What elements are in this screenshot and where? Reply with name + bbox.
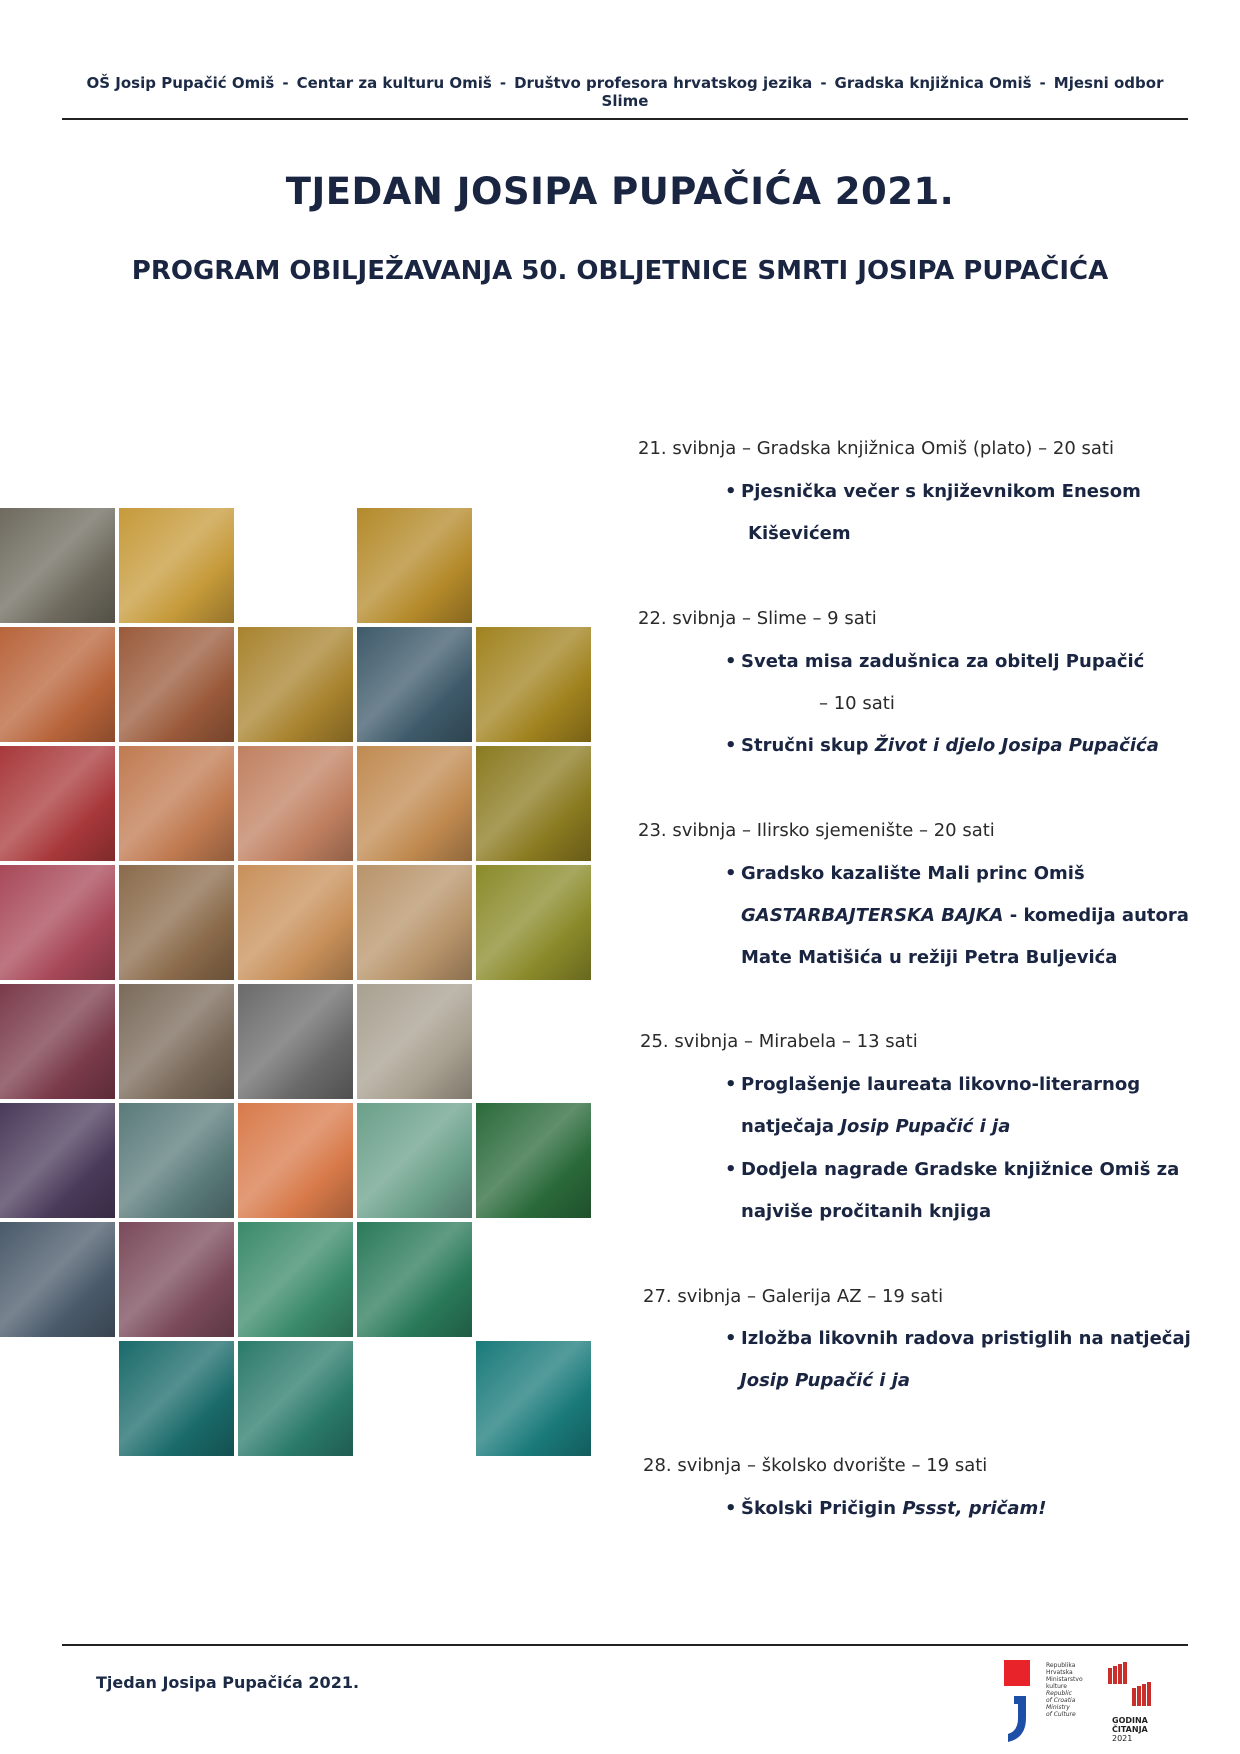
mosaic-tile bbox=[119, 627, 234, 742]
header-organizations bbox=[62, 74, 1188, 110]
footer-text: Tjedan Josipa Pupačića 2021. bbox=[96, 1673, 360, 1692]
event-item-cont: Mate Matišića u režiji Petra Buljevića bbox=[741, 947, 1118, 968]
event-item-text: Proglašenje laureata likovno-literarnog bbox=[741, 1074, 1141, 1095]
footer-divider bbox=[62, 1644, 1188, 1646]
ministry-line: Hrvatska bbox=[1046, 1669, 1073, 1676]
event-item-text: natječaja bbox=[741, 1116, 841, 1137]
event-item-cont bbox=[741, 895, 1189, 937]
mosaic-tile bbox=[119, 508, 234, 623]
mosaic-tile bbox=[119, 1222, 234, 1337]
event-item-title: Pssst, pričam! bbox=[902, 1498, 1047, 1519]
org-local-committee: Mjesni odbor Slime bbox=[601, 74, 1164, 110]
event-item-cont: Kiševićem bbox=[748, 523, 851, 544]
event-item bbox=[725, 725, 1159, 767]
org-school: OŠ Josip Pupačić Omiš bbox=[86, 74, 275, 92]
separator: - bbox=[1039, 74, 1046, 92]
reading-year-line: 2021 bbox=[1112, 1734, 1133, 1743]
mosaic-tile bbox=[238, 984, 353, 1099]
org-teachers-society: Društvo profesora hrvatskog jezika bbox=[514, 74, 813, 92]
event-item bbox=[725, 1318, 1191, 1360]
ministry-line: Ministry bbox=[1046, 1704, 1070, 1711]
event-item-text: Sveta misa zadušnica za obitelj Pupačić bbox=[741, 651, 1145, 672]
page-title: TJEDAN JOSIPA PUPAČIĆA 2021. bbox=[285, 170, 955, 213]
event-item-text: Pjesnička večer s književnikom Enesom bbox=[741, 481, 1141, 502]
event-date: 27. svibnja – Galerija AZ – 19 sati bbox=[643, 1286, 944, 1307]
mosaic-tile bbox=[0, 984, 115, 1099]
mosaic-tile bbox=[476, 746, 591, 861]
event-date: 28. svibnja – školsko dvorište – 19 sati bbox=[643, 1455, 988, 1476]
bullet: • bbox=[725, 1159, 737, 1180]
mosaic-tile bbox=[476, 1103, 591, 1218]
reading-year-line: GODINA bbox=[1112, 1716, 1148, 1725]
play-title: GASTARBAJTERSKA BAJKA bbox=[741, 905, 1004, 926]
event-item bbox=[725, 1064, 1141, 1106]
event-item-text: Stručni skup bbox=[741, 735, 875, 756]
mosaic-tile bbox=[119, 1341, 234, 1456]
ministry-line: of Culture bbox=[1046, 1711, 1076, 1718]
org-library: Gradska knjižnica Omiš bbox=[834, 74, 1032, 92]
reading-year-text bbox=[1112, 1716, 1148, 1743]
ministry-line: Republic bbox=[1046, 1690, 1072, 1697]
event-item bbox=[725, 641, 1145, 683]
mosaic-tile bbox=[238, 1341, 353, 1456]
event-item-text: - komedija autora bbox=[1003, 905, 1189, 926]
event-item-text: Izložba likovnih radova pristiglih na natječaj bbox=[741, 1328, 1191, 1349]
event-item bbox=[725, 1149, 1180, 1191]
header-divider bbox=[62, 118, 1188, 120]
mosaic-tile bbox=[0, 627, 115, 742]
event-item-text: Školski Pričigin bbox=[741, 1498, 903, 1519]
mosaic-tile bbox=[357, 865, 472, 980]
mosaic-tile bbox=[357, 1222, 472, 1337]
mosaic-tile bbox=[238, 1103, 353, 1218]
event-item-text: Dodjela nagrade Gradske knjižnice Omiš za bbox=[741, 1159, 1180, 1180]
event-date: 25. svibnja – Mirabela – 13 sati bbox=[640, 1031, 918, 1052]
bullet: • bbox=[725, 735, 737, 756]
separator: - bbox=[820, 74, 827, 92]
event-item-cont bbox=[741, 1106, 1010, 1148]
ministry-line: of Croatia bbox=[1046, 1697, 1076, 1704]
mosaic-tile bbox=[119, 865, 234, 980]
reading-year-line: ČITANJA bbox=[1112, 1725, 1148, 1734]
mosaic-tile bbox=[238, 1222, 353, 1337]
event-item-cont bbox=[740, 1360, 910, 1402]
ministry-line: Ministarstvo bbox=[1046, 1676, 1083, 1683]
event-date: 21. svibnja – Gradska knjižnica Omiš (plato) – 20 sati bbox=[638, 438, 1114, 459]
page-subtitle: PROGRAM OBILJEŽAVANJA 50. OBLJETNICE SMRTI JOSIPA PUPAČIĆA bbox=[131, 256, 1109, 286]
mosaic-tile bbox=[238, 865, 353, 980]
event-item-cont: najviše pročitanih knjiga bbox=[741, 1201, 992, 1222]
mosaic-tile bbox=[357, 508, 472, 623]
bullet: • bbox=[725, 863, 737, 884]
separator: - bbox=[282, 74, 289, 92]
event-item-title: Život i djelo Josipa Pupačića bbox=[874, 735, 1159, 756]
event-item bbox=[725, 853, 1085, 895]
event-item-text: Gradsko kazalište Mali princ Omiš bbox=[741, 863, 1085, 884]
footer-logos bbox=[1004, 1658, 1184, 1754]
bullet: • bbox=[725, 1328, 737, 1349]
mosaic-tile bbox=[0, 865, 115, 980]
mosaic-tile bbox=[238, 627, 353, 742]
mosaic-tile bbox=[119, 1103, 234, 1218]
mosaic-tile bbox=[0, 1103, 115, 1218]
event-item-title: Josip Pupačić i ja bbox=[740, 1370, 911, 1391]
mosaic-tile bbox=[357, 627, 472, 742]
ministry-line: Republika bbox=[1046, 1662, 1076, 1669]
ministry-text bbox=[1046, 1662, 1100, 1718]
mosaic-tile bbox=[238, 746, 353, 861]
bullet: • bbox=[725, 1074, 737, 1095]
event-date: 23. svibnja – Ilirsko sjemenište – 20 sati bbox=[638, 820, 995, 841]
mosaic-tile bbox=[119, 984, 234, 1099]
event-item bbox=[725, 1488, 1047, 1530]
mosaic-tile bbox=[476, 865, 591, 980]
mosaic-tile bbox=[476, 1341, 591, 1456]
bullet: • bbox=[725, 651, 737, 672]
mosaic-tile bbox=[357, 746, 472, 861]
mosaic-tile bbox=[119, 746, 234, 861]
org-culture-center: Centar za kulturu Omiš bbox=[296, 74, 492, 92]
event-item-title: Josip Pupačić i ja bbox=[840, 1116, 1011, 1137]
bullet: • bbox=[725, 1498, 737, 1519]
mosaic-tile bbox=[357, 984, 472, 1099]
mosaic-tile bbox=[0, 508, 115, 623]
event-time: – 10 sati bbox=[819, 693, 895, 714]
separator: - bbox=[499, 74, 507, 92]
event-date: 22. svibnja – Slime – 9 sati bbox=[638, 608, 877, 629]
ministry-line: kulture bbox=[1046, 1683, 1067, 1690]
mosaic-tile bbox=[0, 1222, 115, 1337]
bullet: • bbox=[725, 481, 737, 502]
event-item bbox=[725, 471, 1141, 513]
mosaic-tile bbox=[0, 746, 115, 861]
mosaic-tile bbox=[476, 627, 591, 742]
mosaic-tile bbox=[357, 1103, 472, 1218]
